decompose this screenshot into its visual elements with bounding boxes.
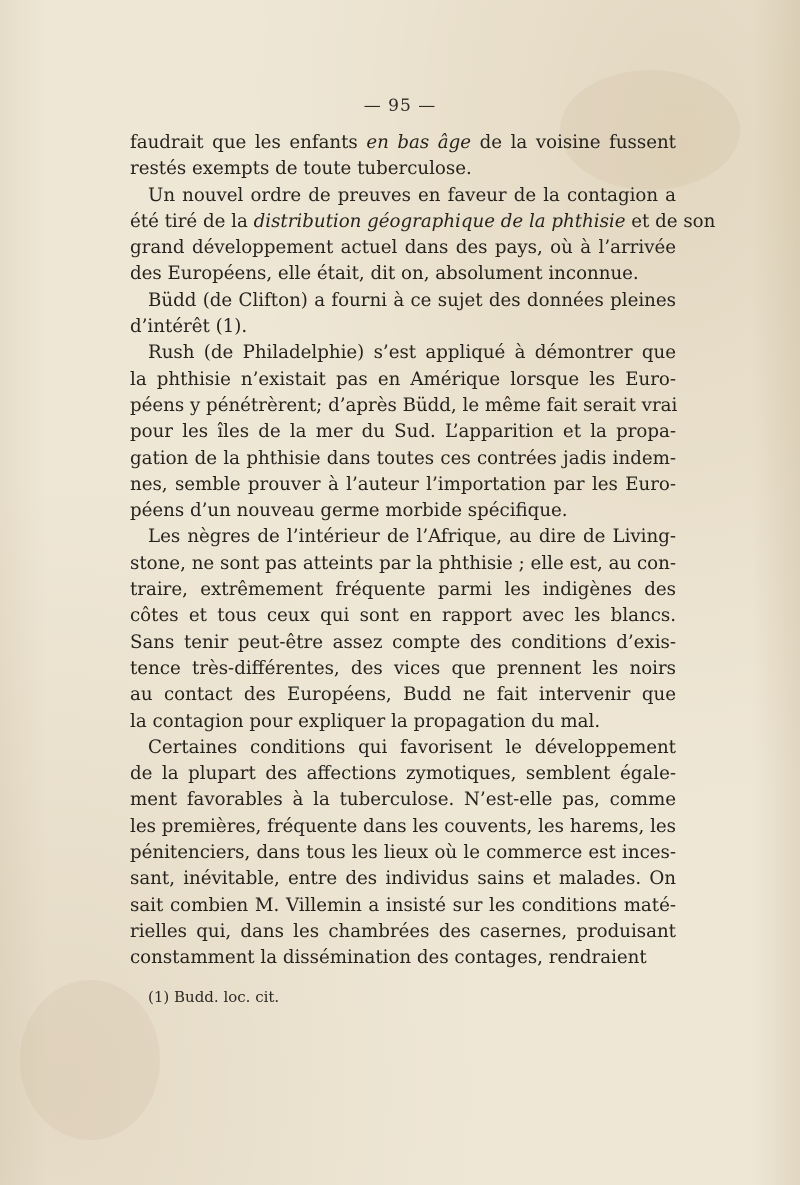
text-line [130, 735, 676, 761]
text-line [130, 682, 676, 708]
text-segment: la contagion pour expliquer la propagation du mal. [130, 710, 601, 732]
text-segment: restés exempts de toute tuberculose. [130, 158, 472, 180]
text-line [130, 261, 676, 287]
text-segment: ment favorables à la tuberculose. N’est-elle pas, comme [130, 789, 676, 811]
text-line [130, 761, 676, 787]
text-segment: Sans tenir peut-être assez compte des conditions d’exis- [130, 631, 676, 653]
text-segment: sant, inévitable, entre des individus sains et malades. On [130, 868, 676, 890]
text-segment: de la voisine fussent [471, 132, 676, 153]
text-line [130, 235, 676, 261]
text-segment: sait combien M. Villemin a insisté sur les conditions maté- [130, 894, 676, 916]
text-segment: et de son [625, 210, 716, 232]
text-segment: Büdd (de Clifton) a fourni à ce sujet des données pleines [148, 289, 676, 311]
text-segment: rielles qui, dans les chambrées des casernes, produisant [130, 920, 676, 942]
text-segment: traire, extrêmement fréquente parmi les indigènes des [130, 579, 676, 601]
text-segment: Rush (de Philadelphie) s’est appliqué à démontrer que [148, 342, 676, 364]
text-segment: constamment la dissémination des contages, rendraient [130, 947, 647, 969]
text-segment: de la plupart des affections zymotiques, semblent égale- [130, 763, 676, 785]
text-segment: pour les îles de la mer du Sud. L’apparition et la propa- [130, 421, 676, 443]
text-line [130, 183, 676, 209]
text-segment: les premières, fréquente dans les couvents, les harems, les [130, 815, 676, 837]
italic-phrase: distribution géographique de la phthisie [253, 210, 626, 232]
text-line [130, 893, 676, 919]
text-line [130, 603, 676, 629]
text-segment: faudrait que les enfants [130, 132, 367, 153]
text-segment: Certaines conditions qui favorisent le développement [148, 736, 676, 758]
text-segment: d’intérêt (1). [130, 316, 248, 338]
text-line [130, 393, 676, 419]
page-number: — 95 — [363, 96, 437, 116]
text-segment: grand développement actuel dans des pays, où à l’arrivée [130, 237, 676, 259]
text-segment: péens d’un nouveau germe morbide spécifique. [130, 500, 568, 522]
text-line [130, 419, 676, 445]
text-line [130, 498, 676, 524]
italic-phrase: en bas âge [366, 132, 472, 153]
text-line [130, 551, 676, 577]
text-line [130, 709, 676, 735]
paper-stain [20, 980, 160, 1140]
text-segment: au contact des Européens, Budd ne fait intervenir que [130, 684, 676, 706]
text-segment: Les nègres de l’intérieur de l’Afrique, au dire de Living- [148, 526, 676, 548]
text-segment: des Européens, elle était, dit on, absolument inconnue. [130, 263, 639, 285]
text-line [130, 866, 676, 892]
text-line [130, 288, 676, 314]
text-line [130, 840, 676, 866]
text-segment: Un nouvel ordre de preuves en faveur de la contagion a [148, 184, 676, 206]
text-segment: nes, semble prouver à l’auteur l’importation par les Euro- [130, 473, 676, 495]
text-line [130, 630, 676, 656]
text-line [130, 340, 676, 366]
text-segment: péens y pénétrèrent; d’après Büdd, le même fait serait vrai [130, 394, 678, 416]
text-segment: stone, ne sont pas atteints par la phthisie ; elle est, au con- [130, 552, 676, 574]
text-segment: été tiré de la [130, 210, 254, 232]
text-line [130, 209, 716, 235]
text-segment: pénitenciers, dans tous les lieux où le commerce est inces- [130, 842, 676, 864]
text-line [130, 656, 676, 682]
text-segment: tence très-différentes, des vices que prennent les noirs [130, 657, 676, 679]
text-line [130, 156, 676, 182]
text-line [130, 472, 676, 498]
text-line [130, 814, 676, 840]
footnote: (1) Budd. loc. cit. [148, 988, 280, 1006]
text-line [130, 787, 676, 813]
text-line [130, 446, 676, 472]
text-segment: côtes et tous ceux qui sont en rapport avec les blancs. [130, 605, 676, 627]
text-line [130, 945, 676, 971]
text-line [130, 524, 676, 550]
text-segment: la phthisie n’existait pas en Amérique lorsque les Euro- [130, 368, 676, 390]
text-line [130, 919, 676, 945]
text-line [130, 130, 676, 156]
text-line [130, 577, 676, 603]
text-line [130, 367, 676, 393]
text-segment: gation de la phthisie dans toutes ces contrées jadis indem- [130, 447, 676, 469]
text-line [130, 314, 676, 340]
body-text [130, 130, 716, 972]
